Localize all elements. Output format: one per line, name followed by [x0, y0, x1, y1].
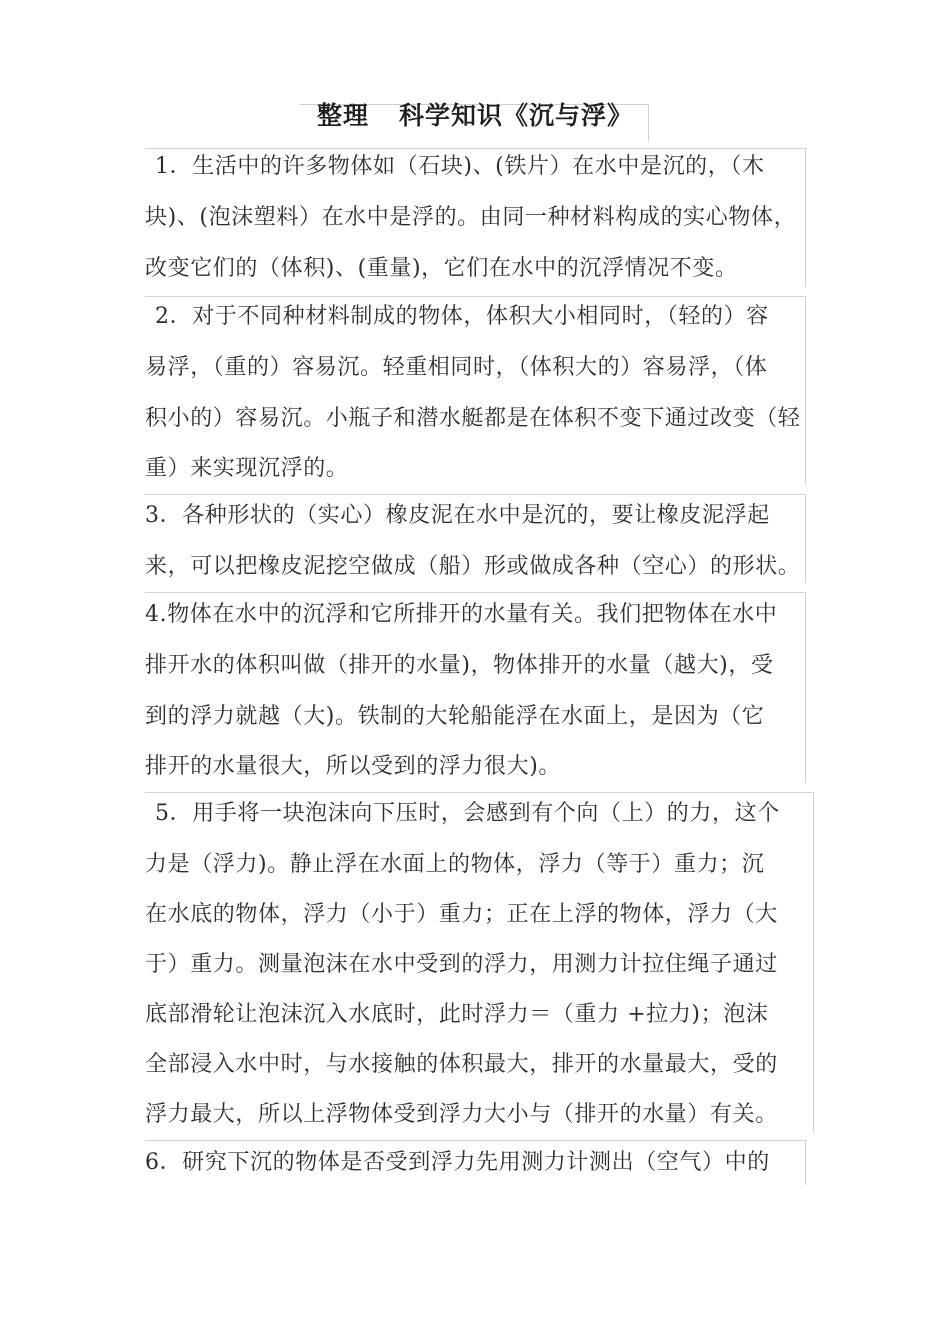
text-line: 积小的）容易沉。小瓶子和潜水艇都是在体积不变下通过改变（轻	[145, 406, 801, 431]
title-prefix: 整理	[316, 101, 369, 130]
text-line: 4.物体在水中的沉浮和它所排开的水量有关。我们把物体在水中	[145, 602, 778, 627]
page-title	[0, 96, 950, 132]
text-line: 于）重力。测量泡沫在水中受到的浮力，用测力计拉住绳子通过	[145, 952, 778, 977]
text-line: 浮力最大，所以上浮物体受到浮力大小与（排开的水量）有关。	[145, 1102, 778, 1127]
text-line: 底部滑轮让泡沫沉入水底时，此时浮力＝（重力 +拉力)；泡沫	[145, 1002, 769, 1027]
text-line: 3．各种形状的（实心）橡皮泥在水中是沉的，要让橡皮泥浮起	[145, 503, 770, 528]
text-line: 力是（浮力)。静止浮在水面上的物体，浮力（等于）重力；沉	[145, 852, 765, 877]
text-line: 在水底的物体，浮力（小于）重力；正在上浮的物体，浮力（大	[145, 902, 778, 927]
text-line: 易浮，（重的）容易沉。轻重相同时，（体积大的）容易浮，（体	[145, 355, 768, 380]
text-line: 排开的水量很大，所以受到的浮力很大)。	[145, 754, 561, 779]
text-line: 2．对于不同种材料制成的物体，体积大小相同时，（轻的）容	[155, 304, 769, 329]
text-line: 来，可以把橡皮泥挖空做成（船）形或做成各种（空心）的形状。	[145, 554, 801, 579]
title-main: 科学知识《沉与浮》	[399, 101, 634, 130]
text-line: 6．研究下沉的物体是否受到浮力先用测力计测出（空气）中的	[145, 1150, 770, 1175]
text-line: 块)、(泡沫塑料）在水中是浮的。由同一种材料构成的实心物体，	[145, 205, 797, 230]
text-line: 改变它们的（体积)、(重量)，它们在水中的沉浮情况不变。	[145, 256, 738, 281]
text-line: 全部浸入水中时，与水接触的体积最大，排开的水量最大，受的	[145, 1052, 778, 1077]
text-line: 排开水的体积叫做（排开的水量)，物体排开的水量（越大)，受	[145, 653, 774, 678]
text-line: 5．用手将一块泡沫向下压时，会感到有个向（上）的力，这个	[155, 801, 780, 826]
text-line: 重）来实现沉浮的。	[145, 456, 349, 481]
text-line: 1．生活中的许多物体如（石块)、(铁片）在水中是沉的，（木	[155, 154, 765, 179]
text-line: 到的浮力就越（大)。铁制的大轮船能浮在水面上，是因为（它	[145, 704, 765, 729]
